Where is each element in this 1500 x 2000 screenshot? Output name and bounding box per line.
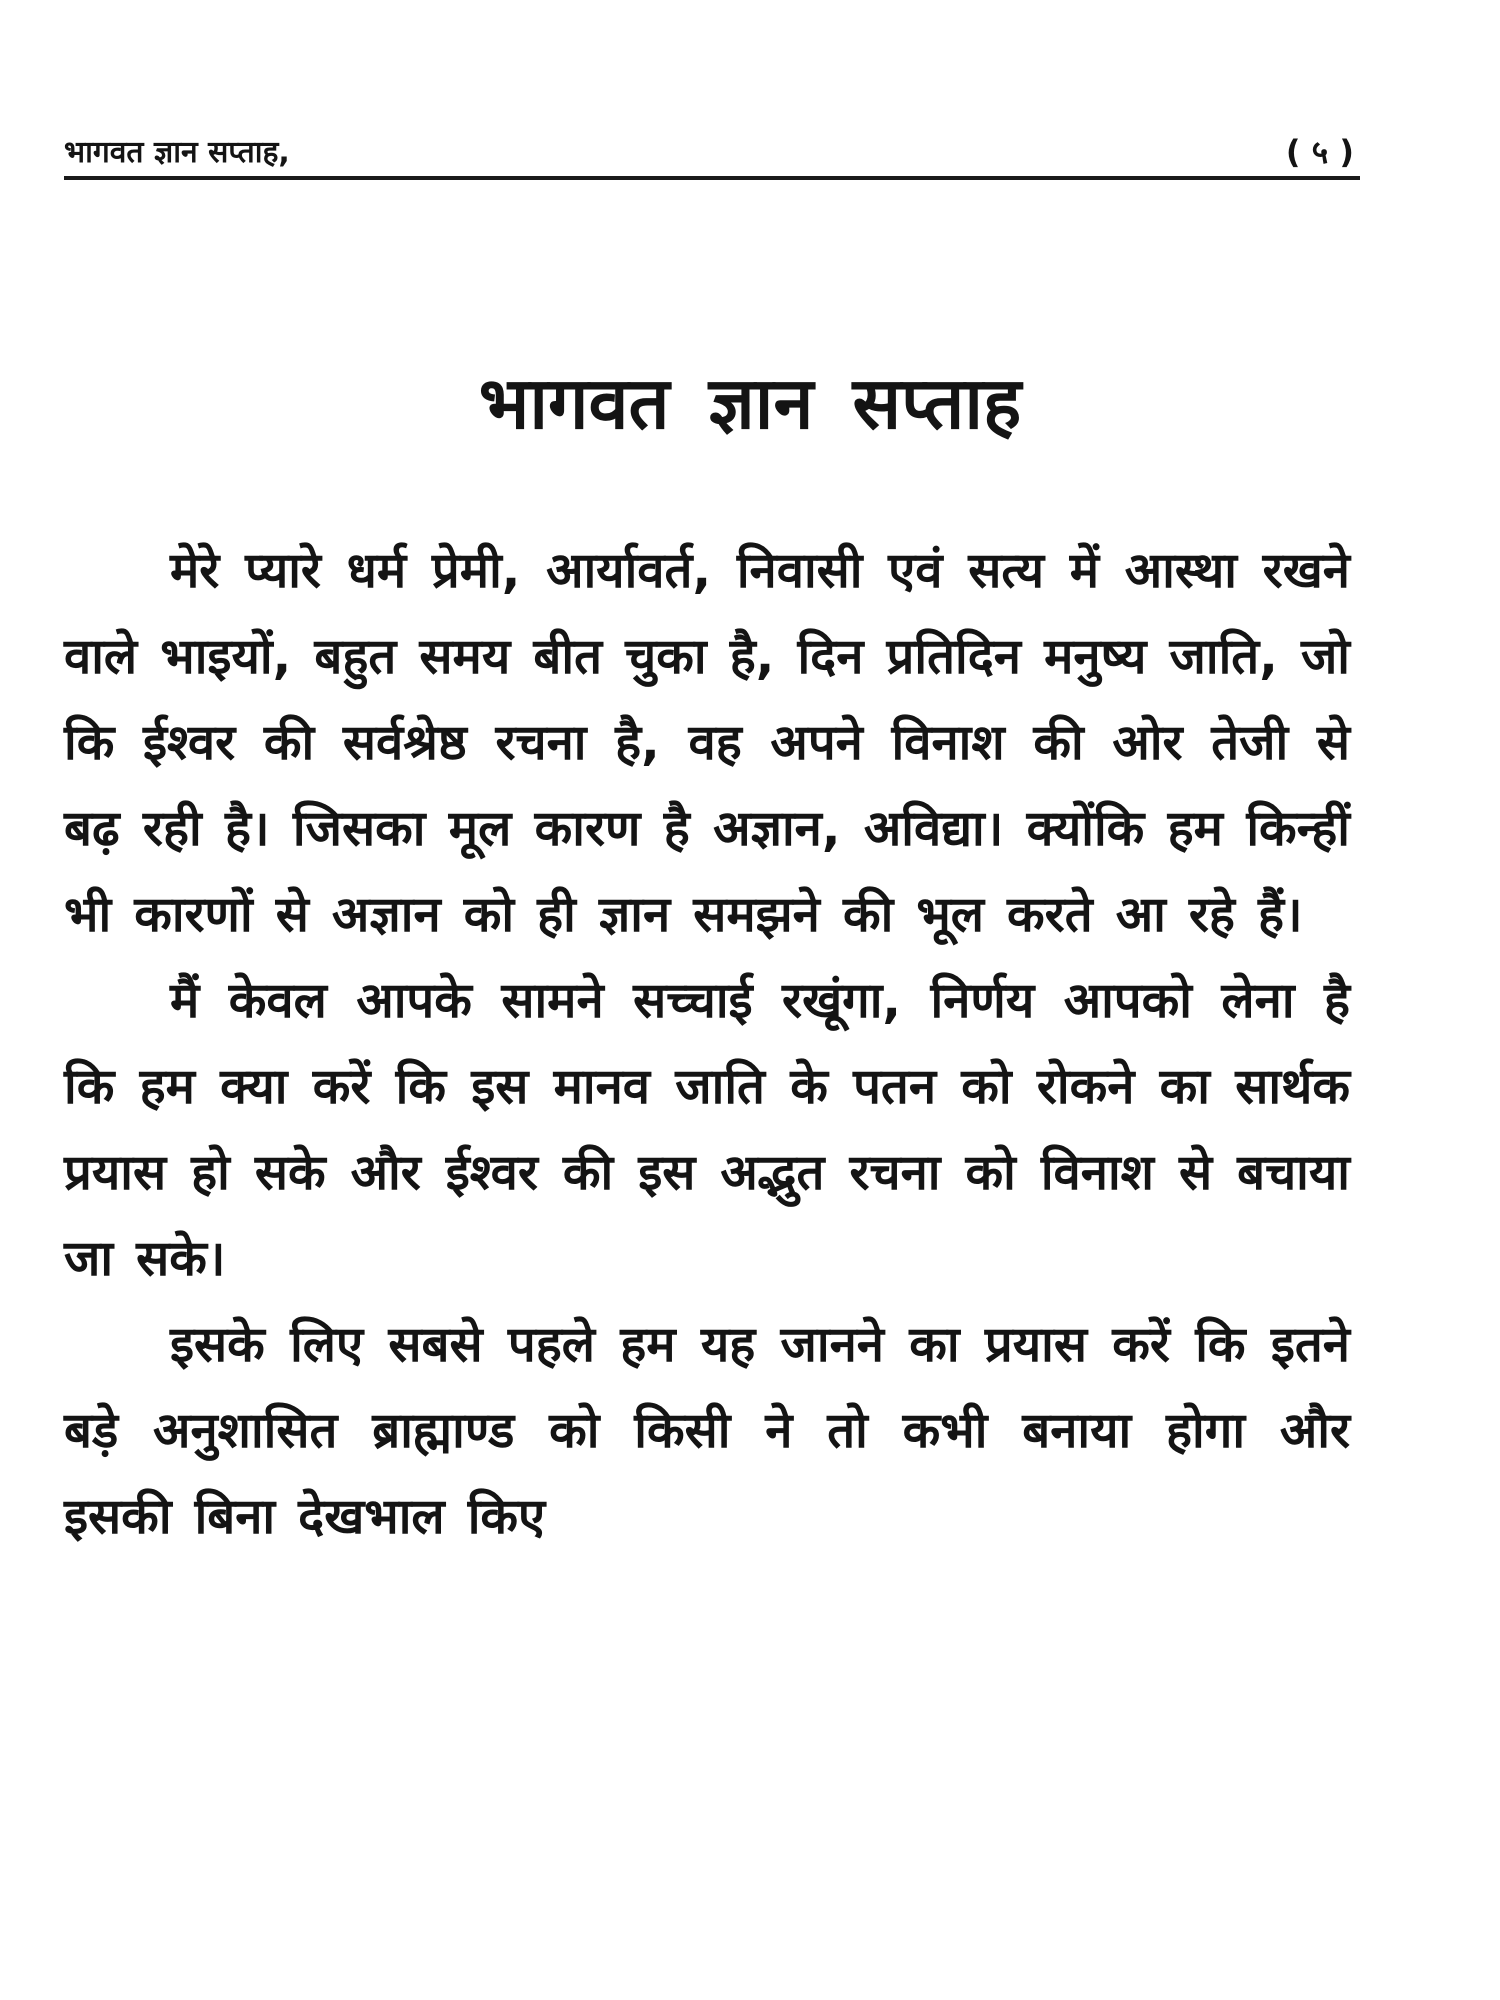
chapter-title: भागवत ज्ञान सप्ताह <box>478 361 1022 445</box>
page-number: ( ५ ) <box>1285 133 1354 171</box>
body-text <box>64 528 1350 1560</box>
running-header <box>64 118 1360 180</box>
paragraph-1: मेरे प्यारे धर्म प्रेमी, आर्यावर्त, निवासी एवं सत्य में आस्था रखने वाले भाइयों, बहुत समय बीत चुका है, दिन प्रतिदिन मनुष्य जाति, जो कि ईश्वर की सर्वश्रेष्ठ रचना है, वह अपने विनाश की ओर तेजी से बढ़ रही है। जिसका मूल कारण है अज्ञान, अविद्या। क्योंकि हम किन्हीं भी कारणों से अज्ञान को ही ज्ञान समझने की भूल करते आ रहे हैं। <box>64 542 1350 943</box>
paragraph-2: मैं केवल आपके सामने सच्चाई रखूंगा, निर्णय आपको लेना है कि हम क्या करें कि इस मानव जाति के पतन को रोकने का सार्थक प्रयास हो सके और ईश्वर की इस अद्भुत रचना को विनाश से बचाया जा सके। <box>64 972 1350 1287</box>
running-title: भागवत ज्ञान सप्ताह, <box>64 135 290 170</box>
paragraph-3: इसके लिए सबसे पहले हम यह जानने का प्रयास करें कि इतने बड़े अनुशासित ब्राह्माण्ड को किसी ने तो कभी बनाया होगा और इसकी बिना देखभाल किए <box>64 1316 1350 1545</box>
